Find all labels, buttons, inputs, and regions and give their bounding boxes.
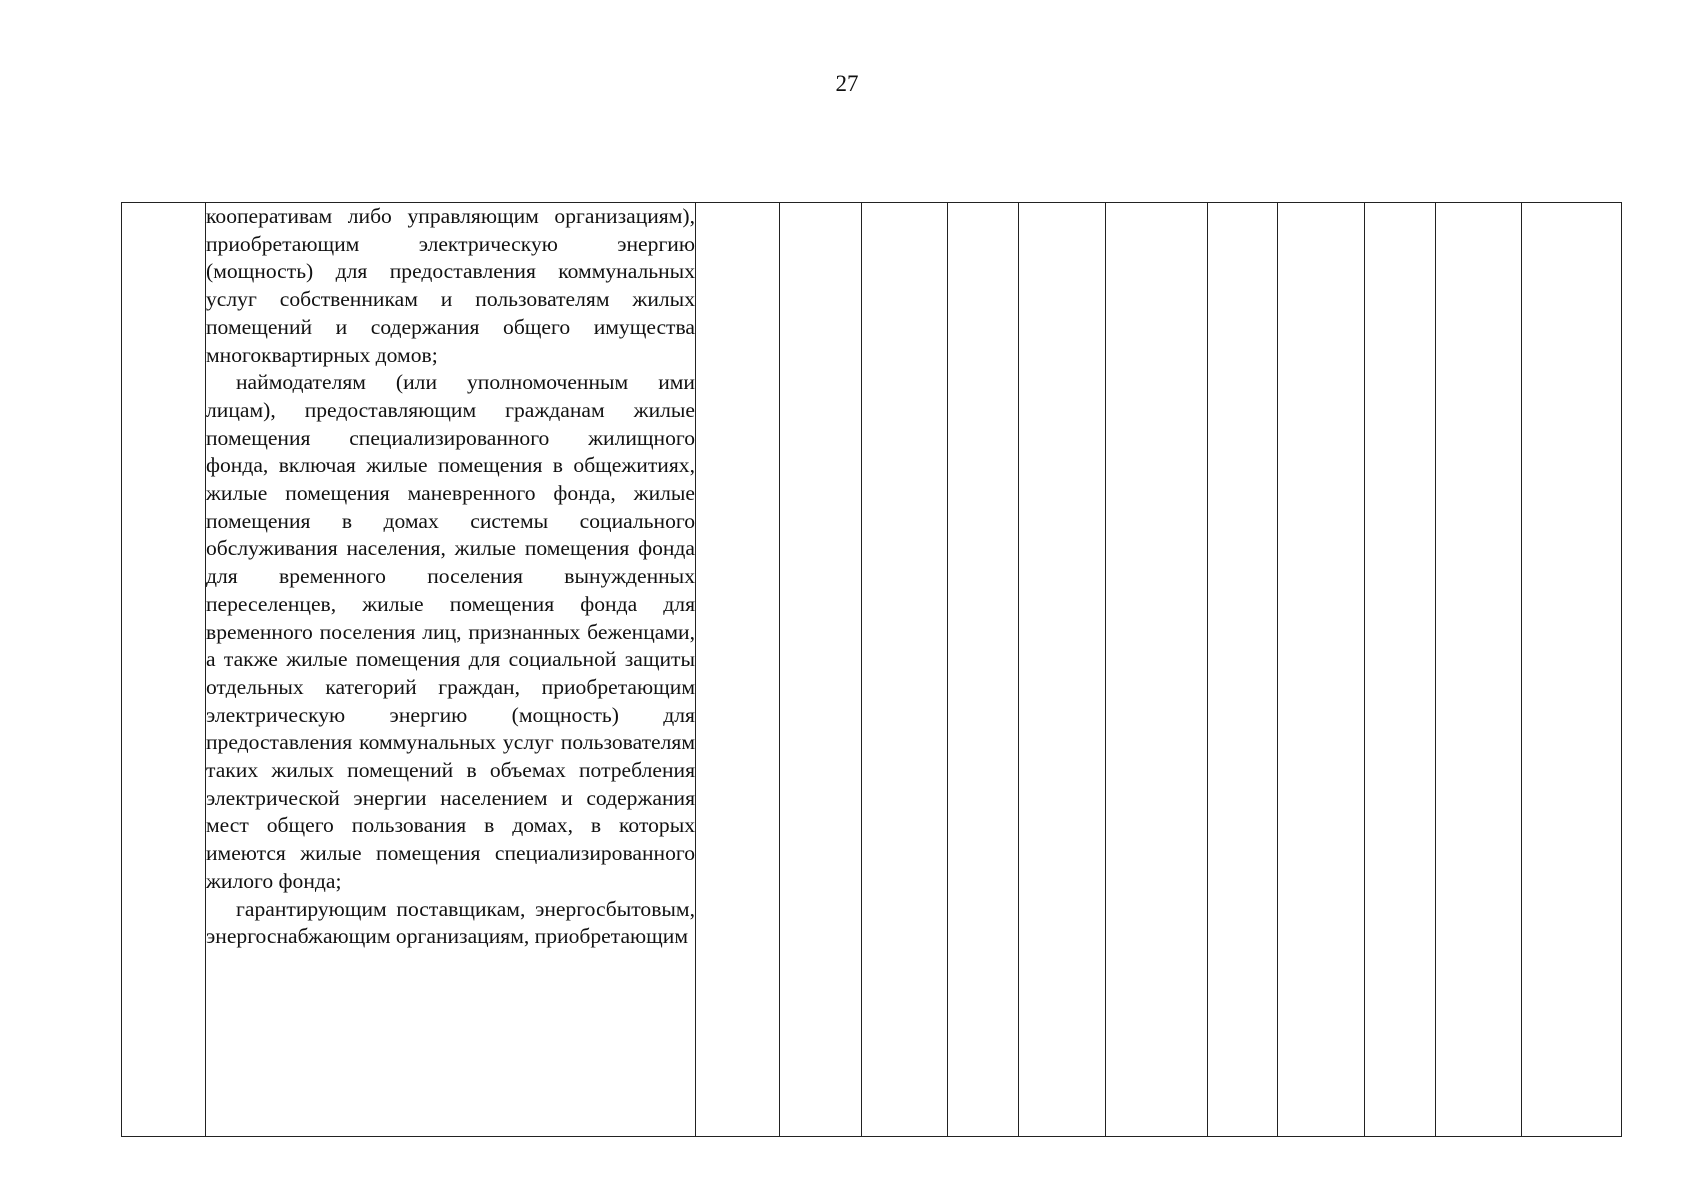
value-cell-4 — [948, 203, 1019, 1137]
tariff-table — [121, 202, 1622, 1137]
page-number: 27 — [835, 71, 859, 96]
value-cell-10 — [1436, 203, 1522, 1137]
table-row — [122, 203, 1622, 1137]
value-cell-2 — [780, 203, 862, 1137]
paragraph-landlords: наймодателям (или уполномоченным ими лицам), предоставляющим гражданам жилые помещения специализированного жилищного фонда, включая жилые помещения в общежитиях, жилые помещения маневренного фонда, жилые помещения в домах системы социального обслуживания населения, жилые помещения фонда для временного поселения вынужденных переселенцев, жилые помещения фонда для временного поселения лиц, признанных беженцами, а также жилые помещения для социальной защиты отдельных категорий граждан, приобретающим электрическую энергию (мощность) для предоставления коммунальных услуг пользователям таких жилых помещений в объемах потребления электрической энергии населением и содержания мест общего пользования в домах, в которых имеются жилые помещения специализированного жилого фонда; — [206, 370, 695, 893]
description-cell — [206, 203, 696, 1137]
value-cell-3 — [862, 203, 948, 1137]
value-cell-6 — [1106, 203, 1208, 1137]
value-cell-9 — [1365, 203, 1436, 1137]
paragraph-cooperatives: кооперативам либо управляющим организациям), приобретающим электрическую энергию (мощность) для предоставления коммунальных услуг собственникам и пользователям жилых помещений и содержания общего имущества многоквартирных домов; — [206, 204, 695, 367]
value-cell-11 — [1522, 203, 1622, 1137]
value-cell-1 — [696, 203, 780, 1137]
row-number-cell — [122, 203, 206, 1137]
value-cell-7 — [1208, 203, 1278, 1137]
value-cell-5 — [1019, 203, 1106, 1137]
paragraph-suppliers: гарантирующим поставщикам, энергосбытовым, энергоснабжающим организациям, приобретающим — [206, 896, 695, 949]
value-cell-8 — [1278, 203, 1365, 1137]
